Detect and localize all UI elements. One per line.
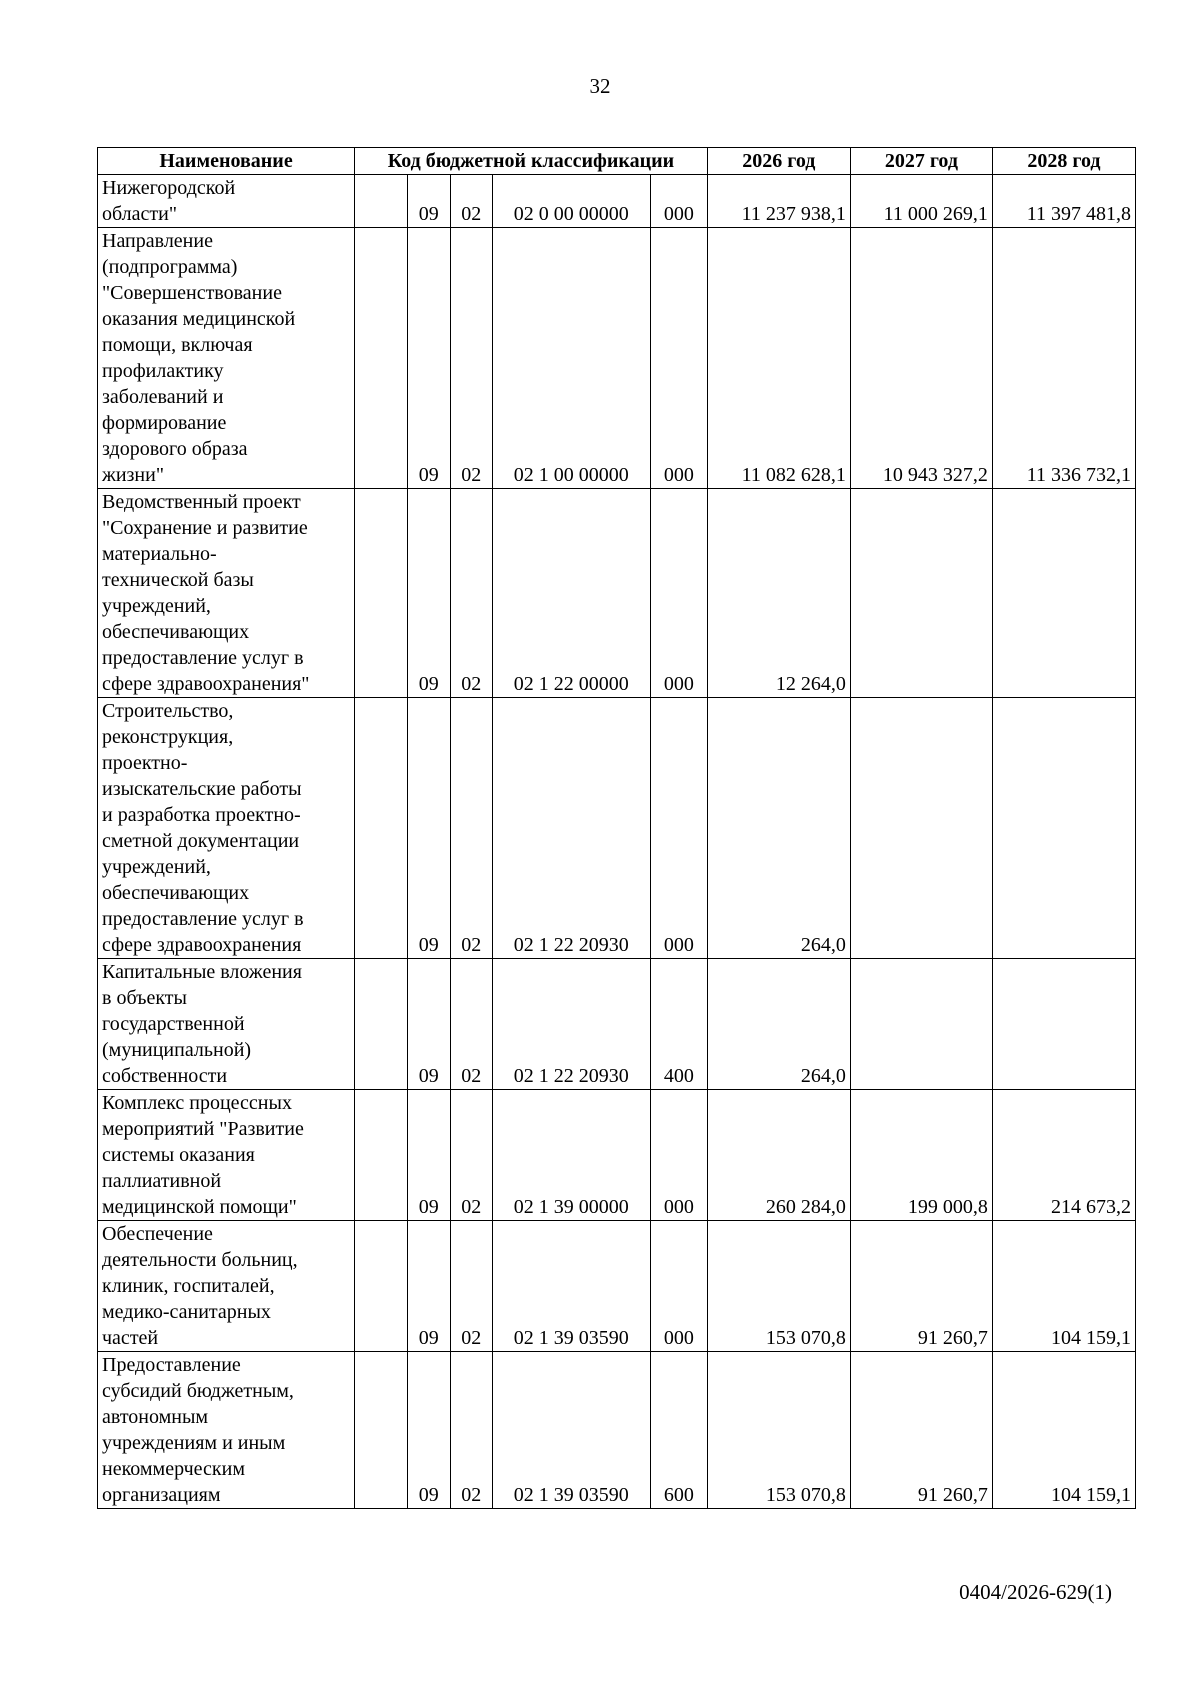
amount-2026: 153 070,8 (707, 1221, 850, 1352)
amount-2026: 260 284,0 (707, 1090, 850, 1221)
table-row (98, 698, 1136, 959)
code-admin (355, 1352, 408, 1509)
code-admin (355, 175, 408, 228)
header-name: Наименование (98, 148, 355, 175)
code-expense-type: 000 (650, 1221, 707, 1352)
row-name: Обеспечение деятельности больниц, клиник, госпиталей, медико-санитарных частей (98, 1221, 355, 1352)
table-row (98, 959, 1136, 1090)
amount-2027: 91 260,7 (850, 1352, 992, 1509)
row-name: Строительство, реконструкция, проектно- изыскательские работы и разработка проектно- сметной документации учреждений, обеспечивающих предоставление услуг в сфере здравоохранения (98, 698, 355, 959)
amount-2028 (992, 489, 1135, 698)
code-subsection: 02 (450, 175, 492, 228)
code-target-article: 02 1 39 03590 (492, 1352, 650, 1509)
code-target-article: 02 1 39 03590 (492, 1221, 650, 1352)
header-2026: 2026 год (707, 148, 850, 175)
row-name: Направление (подпрограмма) "Совершенствование оказания медицинской помощи, включая профилактику заболеваний и формирование здорового образа жизни" (98, 228, 355, 489)
code-subsection: 02 (450, 1221, 492, 1352)
budget-table (97, 147, 1136, 1509)
document-code: 0404/2026-629(1) (959, 1580, 1112, 1604)
code-section: 09 (407, 228, 450, 489)
code-section: 09 (407, 175, 450, 228)
row-name: Нижегородской области" (98, 175, 355, 228)
amount-2027: 10 943 327,2 (850, 228, 992, 489)
code-section: 09 (407, 698, 450, 959)
row-name: Ведомственный проект "Сохранение и развитие материально- технической базы учреждений, обеспечивающих предоставление услуг в сфере здравоохранения" (98, 489, 355, 698)
code-expense-type: 000 (650, 698, 707, 959)
amount-2027 (850, 489, 992, 698)
amount-2028: 11 397 481,8 (992, 175, 1135, 228)
header-2027: 2027 год (850, 148, 992, 175)
amount-2028: 11 336 732,1 (992, 228, 1135, 489)
code-section: 09 (407, 1090, 450, 1221)
amount-2026: 11 082 628,1 (707, 228, 850, 489)
code-admin (355, 1221, 408, 1352)
amount-2028: 104 159,1 (992, 1221, 1135, 1352)
row-name: Капитальные вложения в объекты государственной (муниципальной) собственности (98, 959, 355, 1090)
table-row (98, 1221, 1136, 1352)
table-row (98, 1352, 1136, 1509)
code-target-article: 02 0 00 00000 (492, 175, 650, 228)
table-row (98, 489, 1136, 698)
table-body (98, 175, 1136, 1509)
code-expense-type: 400 (650, 959, 707, 1090)
code-subsection: 02 (450, 959, 492, 1090)
amount-2026: 264,0 (707, 959, 850, 1090)
row-name: Предоставление субсидий бюджетным, автономным учреждениям и иным некоммерческим организациям (98, 1352, 355, 1509)
amount-2027 (850, 959, 992, 1090)
amount-2026: 153 070,8 (707, 1352, 850, 1509)
code-expense-type: 600 (650, 1352, 707, 1509)
code-target-article: 02 1 22 20930 (492, 959, 650, 1090)
code-section: 09 (407, 1352, 450, 1509)
code-section: 09 (407, 1221, 450, 1352)
table-row (98, 175, 1136, 228)
code-expense-type: 000 (650, 489, 707, 698)
code-target-article: 02 1 39 00000 (492, 1090, 650, 1221)
header-code: Код бюджетной классификации (355, 148, 708, 175)
code-subsection: 02 (450, 698, 492, 959)
amount-2028 (992, 959, 1135, 1090)
table-row (98, 1090, 1136, 1221)
page-number: 32 (589, 74, 611, 98)
amount-2026: 11 237 938,1 (707, 175, 850, 228)
amount-2026: 264,0 (707, 698, 850, 959)
table-row (98, 228, 1136, 489)
code-target-article: 02 1 22 20930 (492, 698, 650, 959)
amount-2028: 214 673,2 (992, 1090, 1135, 1221)
code-expense-type: 000 (650, 228, 707, 489)
code-subsection: 02 (450, 228, 492, 489)
amount-2028 (992, 698, 1135, 959)
code-admin (355, 228, 408, 489)
code-admin (355, 1090, 408, 1221)
amount-2027: 11 000 269,1 (850, 175, 992, 228)
amount-2027: 199 000,8 (850, 1090, 992, 1221)
table-header-row (98, 148, 1136, 175)
code-admin (355, 698, 408, 959)
code-subsection: 02 (450, 489, 492, 698)
code-subsection: 02 (450, 1352, 492, 1509)
code-expense-type: 000 (650, 1090, 707, 1221)
header-2028: 2028 год (992, 148, 1135, 175)
code-section: 09 (407, 489, 450, 698)
code-admin (355, 959, 408, 1090)
code-expense-type: 000 (650, 175, 707, 228)
code-target-article: 02 1 22 00000 (492, 489, 650, 698)
amount-2027: 91 260,7 (850, 1221, 992, 1352)
row-name: Комплекс процессных мероприятий "Развитие системы оказания паллиативной медицинской помощи" (98, 1090, 355, 1221)
code-target-article: 02 1 00 00000 (492, 228, 650, 489)
code-section: 09 (407, 959, 450, 1090)
amount-2028: 104 159,1 (992, 1352, 1135, 1509)
code-subsection: 02 (450, 1090, 492, 1221)
code-admin (355, 489, 408, 698)
amount-2026: 12 264,0 (707, 489, 850, 698)
amount-2027 (850, 698, 992, 959)
